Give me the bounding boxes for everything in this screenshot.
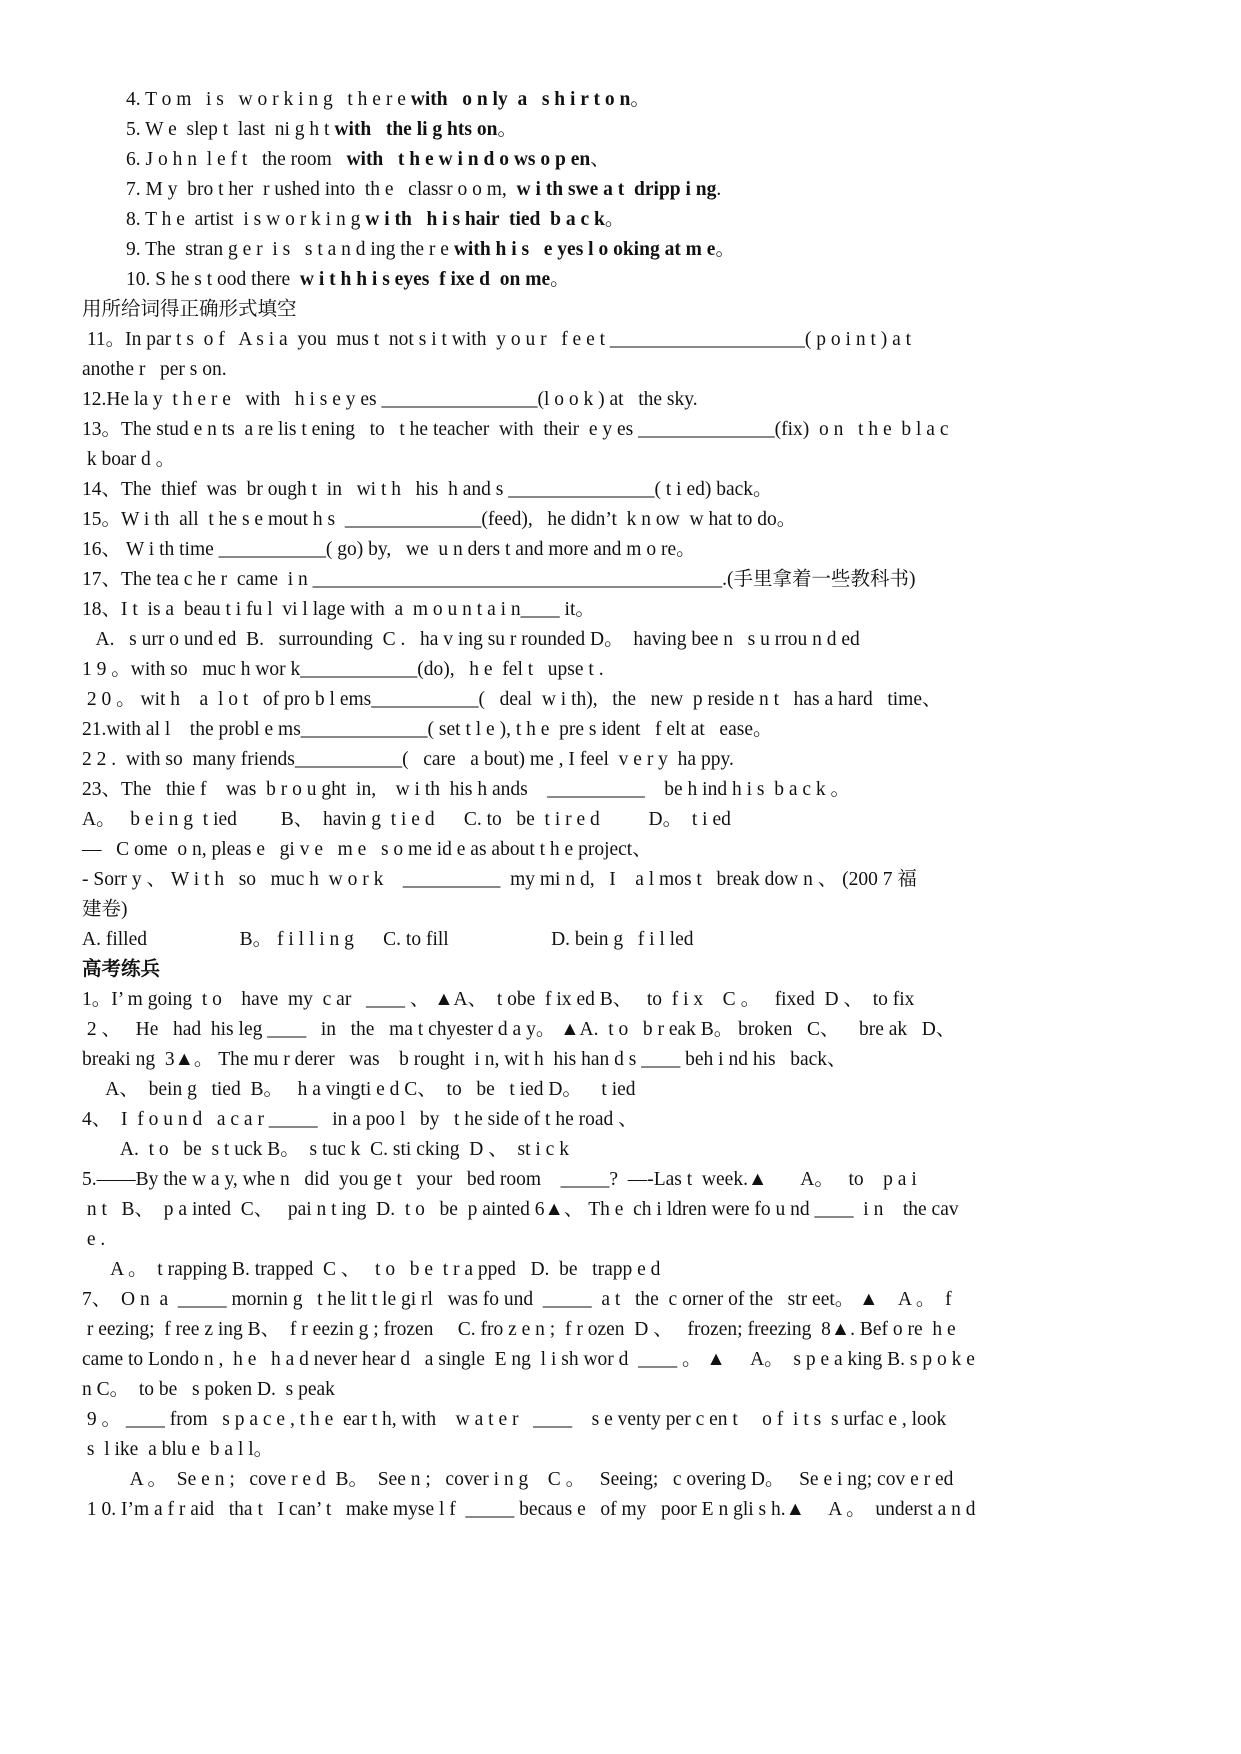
- bold-phrase: with the li g hts on: [334, 119, 498, 140]
- text-line-l09: [82, 328, 911, 352]
- text-run: 用所给词得正确形式填空: [82, 299, 297, 320]
- text-line-l24: [82, 778, 850, 802]
- text-run: 。: [497, 119, 517, 140]
- text-run: 9 。 ____ from s p a c e , t h e ear t h, with w a t e r ____ s e venty per c en t o f i t s s urfac e , look: [82, 1409, 947, 1430]
- text-line-l22: [82, 718, 772, 742]
- text-line-l01: [126, 88, 650, 112]
- text-line-l17: [82, 568, 916, 592]
- bold-phrase: with h i s e yes l o oking at m e: [453, 239, 716, 260]
- text-run: 14、The thief was br ough t in wi t h his h and s _______________( t i ed) back。: [82, 479, 773, 500]
- text-line-l10: [82, 358, 227, 382]
- text-run: e .: [82, 1229, 106, 1250]
- text-line-l44: [82, 1378, 335, 1402]
- bold-phrase: w i t h h i s eyes f ixe d on me: [299, 269, 551, 290]
- text-run: — C ome o n, pleas e gi v e m e s o me id e as about t h e project、: [82, 839, 652, 860]
- text-line-l20: [82, 658, 604, 682]
- text-run: 。: [550, 269, 570, 290]
- text-run: 11。In par t s o f A s i a you mus t not s i t with y o u r f e e t ____________________( p o i n t ) a t: [82, 329, 912, 350]
- text-run: A 。 Se e n ; cove r e d B。 See n ; cover i n g C 。 Seeing; c overing D。 Se e i ng; cov e r ed: [82, 1469, 954, 1490]
- text-run: 17、The tea c he r came i n __________________________________________.(手里拿着一些教科书): [82, 569, 916, 590]
- text-line-l04: [126, 178, 721, 202]
- text-run: 。: [630, 89, 650, 110]
- bold-phrase: w i th swe a t dripp i ng: [516, 179, 717, 200]
- text-line-l29: [82, 928, 694, 952]
- text-run: A. t o be s t uck B。 s tuc k C. sti cking D 、 st i c k: [82, 1139, 569, 1160]
- text-run: 1。I’ m going t o have my c ar ____ 、 ▲A、 t obe f ix ed B、 to f i x C 。 fixed D 、 to fix: [82, 989, 915, 1010]
- text-run: s l ike a blu e b a l l。: [82, 1439, 274, 1460]
- text-run: 1 9 。with so muc h wor k____________(do), h e fel t upse t .: [82, 659, 604, 680]
- text-line-l23: [82, 748, 734, 772]
- text-line-l40: [82, 1258, 660, 1282]
- text-run: 7、 O n a _____ mornin g t he lit t le gi rl was fo und _____ a t the c orner of the str eet。 ▲ A 。 f: [82, 1289, 952, 1310]
- text-line-l43: [82, 1348, 975, 1372]
- text-run: A 。 t rapping B. trapped C 、 t o b e t r a pped D. be trapp e d: [82, 1259, 661, 1280]
- text-line-l28: [82, 898, 128, 922]
- text-line-l18: [82, 598, 595, 622]
- text-run: 5.——By the w a y, whe n did you ge t your bed room _____? —-Las t week.▲ A。 to p a i: [82, 1169, 917, 1190]
- text-run: n t B、 p a inted C、 pai n t ing D. t o be p ainted 6▲、 Th e ch i ldren were fo u nd ____ i n the cav: [82, 1199, 959, 1220]
- text-line-l15: [82, 508, 796, 532]
- text-run: 2 0 。 wit h a l o t of pro b l ems___________( deal w i th), the new p reside n t has a hard time、: [82, 689, 942, 710]
- text-line-l37: [82, 1168, 917, 1192]
- text-run: n C。 to be s poken D. s peak: [82, 1379, 335, 1400]
- text-line-l32: [82, 1018, 955, 1042]
- text-run: 13。The stud e n ts a re lis t ening to t he teacher with their e y es ______________(fix) o n t h e b l a c: [82, 419, 949, 440]
- text-line-l33: [82, 1048, 847, 1072]
- text-line-l02: [126, 118, 517, 142]
- text-run: A. filled B。 f i l l i n g C. to fill D. bein g f i l led: [82, 929, 694, 950]
- text-run: 。: [715, 239, 735, 260]
- text-line-l39: [82, 1228, 105, 1252]
- text-run: 18、I t is a beau t i fu l vi l lage with a m o u n t a i n____ it。: [82, 599, 595, 620]
- text-line-l41: [82, 1288, 952, 1312]
- text-run: 4. T o m i s w o r k i n g t h e r e: [126, 89, 411, 110]
- text-run: 4、 I f o u n d a c a r _____ in a poo l by t he side of t he road 、: [82, 1109, 638, 1130]
- text-run: 8. T h e artist i s w o r k i n g: [126, 209, 366, 230]
- text-line-l26: [82, 838, 652, 862]
- text-line-l27: [82, 868, 917, 892]
- text-run: 15。W i th all t he s e mout h s ______________(feed), he didn’t k n ow w hat to do。: [82, 509, 797, 530]
- text-run: 23、The thie f was b r o u ght in, w i th his h ands __________ be h ind h i s b a c k 。: [82, 779, 851, 800]
- text-line-l25: [82, 808, 731, 832]
- text-run: 21.with al l the probl e ms_____________( set t l e ), t h e pre s ident f elt at ease。: [82, 719, 773, 740]
- text-line-l42: [82, 1318, 956, 1342]
- text-run: 6. J o h n l e f t the room: [126, 149, 347, 170]
- text-run: r eezing; f ree z ing B、 f r eezin g ; frozen C. fro z e n ; f r ozen D 、 frozen; freezing 8▲. Bef o re h e: [82, 1319, 956, 1340]
- bold-phrase: w i th h i s hair tied b a c k: [365, 209, 605, 230]
- text-run: 12.He la y t h e r e with h i s e y es ________________(l o o k ) at the sky.: [82, 389, 698, 410]
- text-run: 2 2 . with so many friends___________( care a bout) me , I feel v e r y ha ppy.: [82, 749, 734, 770]
- text-line-l03: [126, 148, 610, 172]
- text-line-l31: [82, 988, 914, 1012]
- text-run: A. s urr o und ed B. surrounding C . ha v ing su r rounded D。 having bee n s u rrou n d ed: [82, 629, 860, 650]
- text-line-l05: [126, 208, 624, 232]
- text-run: 5. W e slep t last ni g h t: [126, 119, 335, 140]
- text-run: anothe r per s on.: [82, 359, 227, 380]
- text-run: k boar d 。: [82, 449, 176, 470]
- text-line-l48: [82, 1498, 976, 1522]
- text-run: 9. The stran g e r i s s t a n d ing the r e: [126, 239, 454, 260]
- text-run: 16、 W i th time ___________( go) by, we u n ders t and more and m o re。: [82, 539, 696, 560]
- text-run: breaki ng 3▲。 The mu r derer was b rought i n, wit h his han d s ____ beh i nd his back、: [82, 1049, 847, 1070]
- text-line-l38: [82, 1198, 959, 1222]
- text-line-l19: [82, 628, 860, 652]
- text-line-l36: [82, 1138, 569, 1162]
- text-line-l11: [82, 388, 698, 412]
- text-run: 。: [604, 209, 625, 230]
- text-run: A。 b e i n g t ied B、 havin g t i e d C. to be t i r e d D。 t i ed: [82, 809, 731, 830]
- text-line-l12: [82, 418, 948, 442]
- text-run: 建卷): [82, 899, 128, 920]
- text-line-l21: [82, 688, 941, 712]
- text-run: 7. M y bro t her r ushed into th e classr o o m,: [126, 179, 517, 200]
- text-run: .: [716, 179, 722, 200]
- text-line-l08: [82, 298, 297, 322]
- text-line-l34: [82, 1078, 636, 1102]
- text-line-l46: [82, 1438, 273, 1462]
- text-run: A、 bein g tied B。 h a vingti e d C、 to be t ied D。 t ied: [82, 1079, 636, 1100]
- text-line-l13: [82, 448, 175, 472]
- text-run: 10. S he s t ood there: [126, 269, 300, 290]
- text-line-l47: [82, 1468, 953, 1492]
- text-line-l16: [82, 538, 696, 562]
- text-run: came to Londo n , h e h a d never hear d a single E ng l i sh wor d ____ 。 ▲ A。 s p e a king B. s p o k e: [82, 1349, 975, 1370]
- text-line-l07: [126, 268, 570, 292]
- text-run: 、: [590, 149, 610, 170]
- text-line-l14: [82, 478, 773, 502]
- text-line-l06: [126, 238, 735, 262]
- text-run: 1 0. I’m a f r aid tha t I can’ t make myse l f _____ becaus e of my poor E n gli s h.▲ A 。 underst a n d: [82, 1499, 976, 1520]
- text-line-l45: [82, 1408, 946, 1432]
- bold-phrase: with t h e w i n d o ws o p en: [346, 149, 591, 170]
- text-line-l30: [82, 958, 160, 982]
- text-run: 2 、 He had his leg ____ in the ma t chyester d a y。 ▲A. t o b r eak B。 broken C、 bre ak D、: [82, 1019, 956, 1040]
- bold-phrase: 高考练兵: [82, 959, 161, 980]
- text-line-l35: [82, 1108, 638, 1132]
- text-run: - Sorr y 、 W i t h so muc h w o r k __________ my mi n d, I a l mos t break dow n 、 (200 7 福: [82, 869, 917, 890]
- bold-phrase: with o n ly a s h i r t o n: [410, 89, 631, 110]
